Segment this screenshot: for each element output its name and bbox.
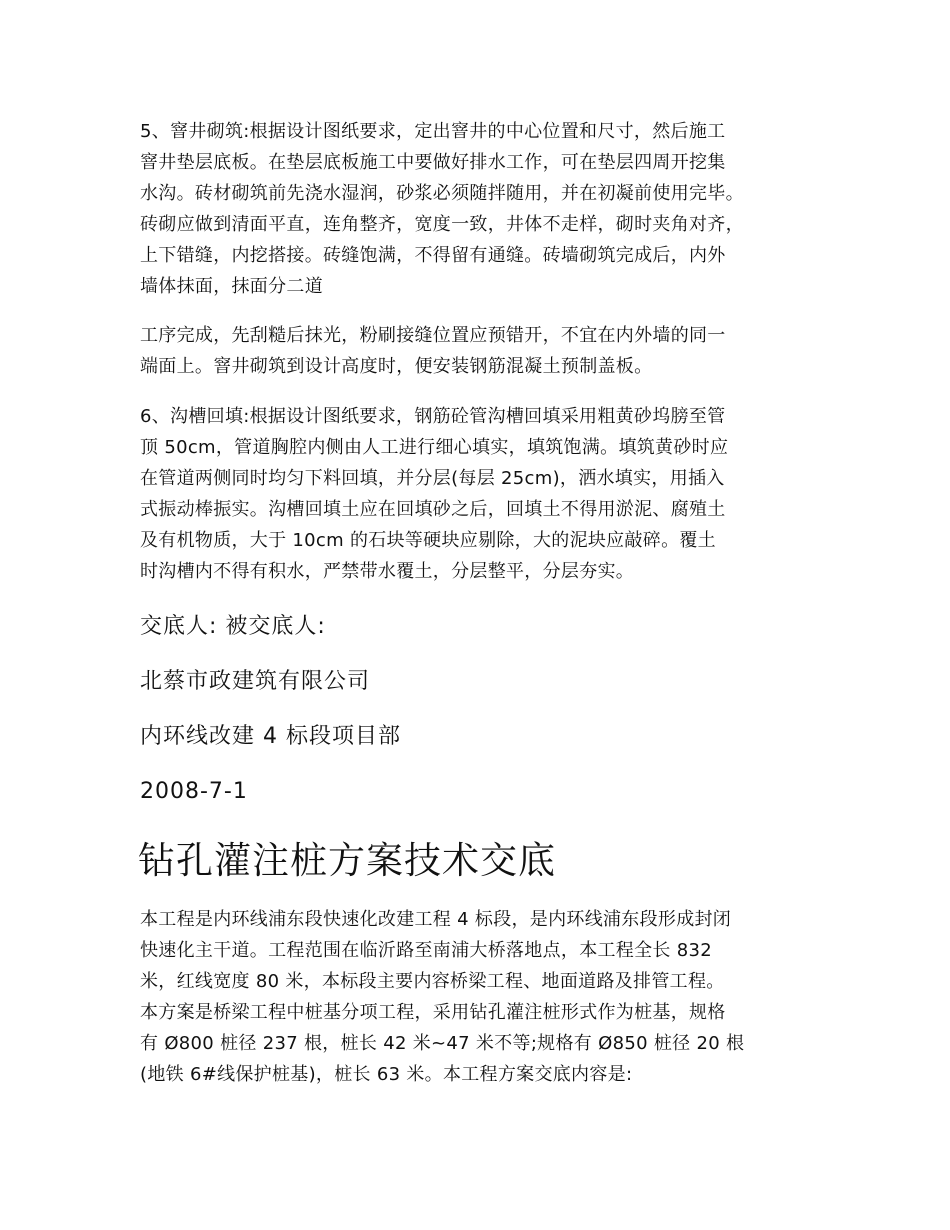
text-line: 式振动棒振实。沟槽回填土应在回填砂之后，回填土不得用淤泥、腐殖土 — [140, 499, 726, 520]
project-line — [140, 722, 830, 752]
text-line: 本工程是内环线浦东段快速化改建工程 4 标段，是内环线浦东段形成封闭 — [140, 909, 732, 930]
paragraph-plastering — [140, 320, 830, 382]
text-line: 有 Ø800 桩径 237 根，桩长 42 米~47 米不等;规格有 Ø850 桩径 20 根 — [140, 1033, 745, 1054]
text-line: 及有机物质，大于 10cm 的石块等硬块应剔除，大的泥块应敲碎。覆土 — [140, 530, 716, 551]
company-line — [140, 667, 830, 697]
handover-line — [140, 612, 830, 642]
text-line: 端面上。窨井砌筑到设计高度时，便安装钢筋混凝土预制盖板。 — [140, 356, 653, 377]
text-line: 顶 50cm，管道胸腔内侧由人工进行细心填实，填筑饱满。填筑黄砂时应 — [140, 437, 729, 458]
date-line — [140, 777, 830, 807]
text-line: 快速化主干道。工程范围在临沂路至南浦大桥落地点，本工程全长 832 — [140, 940, 712, 961]
document-date: 2008-7-1 — [140, 779, 248, 804]
section-title: 钻孔灌注桩方案技术交底 — [138, 839, 556, 882]
text-line: 米，红线宽度 80 米，本标段主要内容桥梁工程、地面道路及排管工程。 — [140, 971, 725, 992]
text-line: 6、沟槽回填:根据设计图纸要求，钢筋砼管沟槽回填采用粗黄砂坞膀至管 — [140, 406, 726, 427]
text-line: (地铁 6#线保护桩基)，桩长 63 米。本工程方案交底内容是: — [140, 1064, 633, 1085]
text-line: 上下错缝，内挖搭接。砖缝饱满，不得留有通缝。砖墙砌筑完成后，内外 — [140, 245, 726, 266]
text-line: 窨井垫层底板。在垫层底板施工中要做好排水工作，可在垫层四周开挖集 — [140, 152, 726, 173]
paragraph-manhole-masonry — [140, 116, 830, 302]
paragraph-project-overview — [140, 904, 830, 1090]
text-line: 墙体抹面，抹面分二道 — [140, 276, 323, 297]
text-line: 本方案是桥梁工程中桩基分项工程，采用钻孔灌注桩形式作为桩基，规格 — [140, 1002, 726, 1023]
text-line: 时沟槽内不得有积水，严禁带水覆土，分层整平，分层夯实。 — [140, 561, 635, 582]
text-line: 水沟。砖材砌筑前先浇水湿润，砂浆必须随拌随用，并在初凝前使用完毕。 — [140, 183, 744, 204]
project-department: 内环线改建 4 标段项目部 — [140, 724, 401, 749]
text-line: 5、窨井砌筑:根据设计图纸要求，定出窨井的中心位置和尺寸，然后施工 — [140, 121, 726, 142]
text-line: 砖砌应做到清面平直，连角整齐，宽度一致，井体不走样，砌时夹角对齐， — [140, 214, 744, 235]
handover-signers: 交底人: 被交底人: — [140, 614, 326, 639]
text-line: 工序完成，先刮糙后抹光，粉刷接缝位置应预错开，不宜在内外墙的同一 — [140, 325, 726, 346]
text-line: 在管道两侧同时均匀下料回填，并分层(每层 25cm)，洒水填实，用插入 — [140, 468, 725, 489]
paragraph-trench-backfill — [140, 401, 830, 587]
company-name: 北蔡市政建筑有限公司 — [140, 669, 371, 694]
